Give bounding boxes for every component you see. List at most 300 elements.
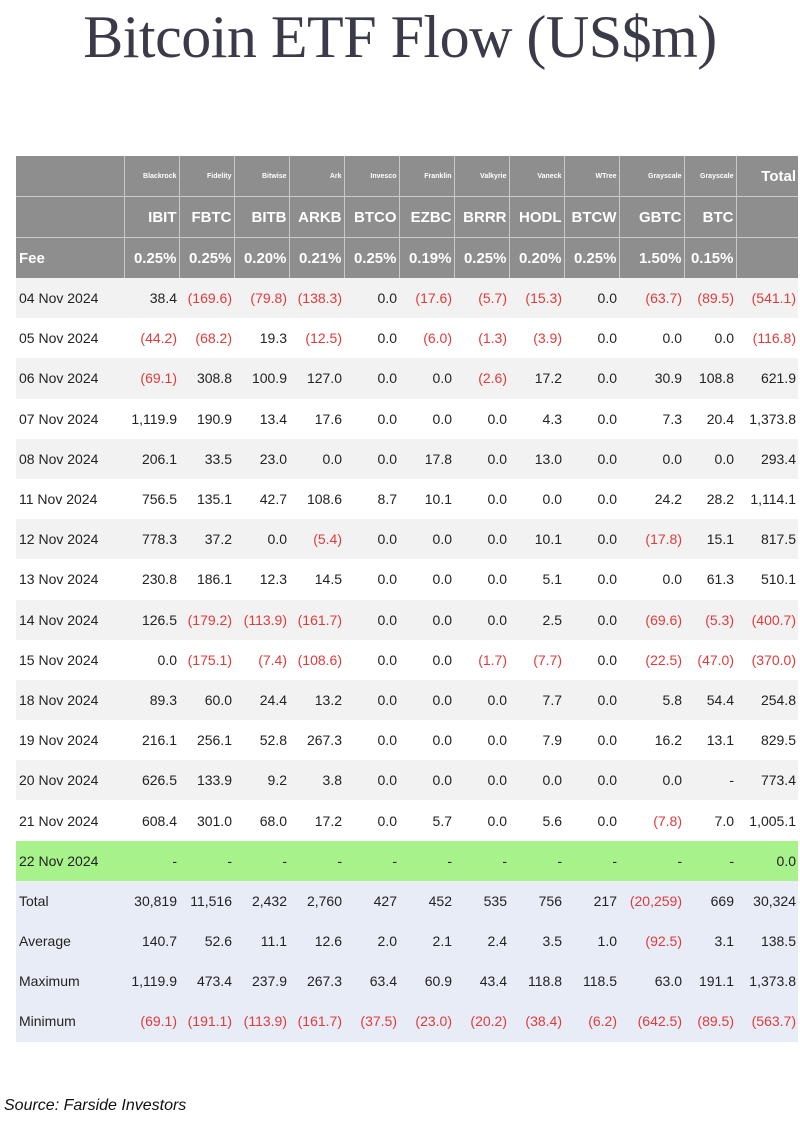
summary-value-cell: 12.6 bbox=[289, 921, 344, 961]
issuer-header-row bbox=[16, 156, 798, 197]
ticker-cell: BRRR bbox=[454, 197, 509, 238]
flow-value-cell: - bbox=[179, 841, 234, 881]
flow-value-cell: 0.0 bbox=[344, 358, 399, 398]
summary-value-cell: (38.4) bbox=[509, 1001, 564, 1041]
ticker-header-row bbox=[16, 197, 798, 238]
flow-value-cell: (169.6) bbox=[179, 278, 234, 318]
flow-value-cell: (116.8) bbox=[736, 318, 798, 358]
flow-value-cell: 1,119.9 bbox=[124, 399, 179, 439]
flow-value-cell: (113.9) bbox=[234, 600, 289, 640]
date-cell: 15 Nov 2024 bbox=[16, 640, 124, 680]
date-cell: 19 Nov 2024 bbox=[16, 720, 124, 760]
summary-value-cell: 3.5 bbox=[509, 921, 564, 961]
flow-value-cell: 126.5 bbox=[124, 600, 179, 640]
flow-value-cell: 15.1 bbox=[684, 519, 736, 559]
issuer-cell: Vaneck bbox=[509, 156, 564, 197]
flow-value-cell: 0.0 bbox=[509, 760, 564, 800]
flow-value-cell: 267.3 bbox=[289, 720, 344, 760]
flow-value-cell: 0.0 bbox=[619, 439, 684, 479]
flow-value-cell: (69.1) bbox=[124, 358, 179, 398]
flow-value-cell: (5.7) bbox=[454, 278, 509, 318]
flow-value-cell: 0.0 bbox=[564, 278, 619, 318]
fee-cell: 0.21% bbox=[289, 238, 344, 279]
flow-value-cell: 10.1 bbox=[509, 519, 564, 559]
flow-value-cell: 0.0 bbox=[509, 479, 564, 519]
flow-value-cell: 13.2 bbox=[289, 680, 344, 720]
summary-value-cell: 30,324 bbox=[736, 881, 798, 921]
table-body bbox=[16, 278, 798, 1042]
flow-value-cell: 0.0 bbox=[344, 800, 399, 840]
table-row-highlighted bbox=[16, 841, 798, 881]
table-row bbox=[16, 439, 798, 479]
flow-value-cell: 190.9 bbox=[179, 399, 234, 439]
flow-value-cell: (6.0) bbox=[399, 318, 454, 358]
summary-value-cell: 52.6 bbox=[179, 921, 234, 961]
summary-value-cell: 63.0 bbox=[619, 961, 684, 1001]
header-corner bbox=[16, 156, 124, 197]
issuer-cell: Franklin bbox=[399, 156, 454, 197]
flow-value-cell: 254.8 bbox=[736, 680, 798, 720]
flow-value-cell: 133.9 bbox=[179, 760, 234, 800]
issuer-cell: Ark bbox=[289, 156, 344, 197]
flow-value-cell: 0.0 bbox=[684, 318, 736, 358]
ticker-cell: BITB bbox=[234, 197, 289, 238]
flow-value-cell: 0.0 bbox=[399, 559, 454, 599]
summary-value-cell: 1.0 bbox=[564, 921, 619, 961]
flow-value-cell: - bbox=[289, 841, 344, 881]
summary-value-cell: 11.1 bbox=[234, 921, 289, 961]
flow-value-cell: (400.7) bbox=[736, 600, 798, 640]
table-row bbox=[16, 519, 798, 559]
flow-value-cell: 0.0 bbox=[454, 720, 509, 760]
flow-value-cell: 0.0 bbox=[454, 800, 509, 840]
flow-value-cell: 0.0 bbox=[454, 559, 509, 599]
flow-value-cell: 206.1 bbox=[124, 439, 179, 479]
flow-value-cell: - bbox=[454, 841, 509, 881]
flow-value-cell: 7.3 bbox=[619, 399, 684, 439]
fee-cell: 0.19% bbox=[399, 238, 454, 279]
summary-value-cell: (113.9) bbox=[234, 1001, 289, 1041]
flow-value-cell: - bbox=[684, 760, 736, 800]
flow-value-cell: 0.0 bbox=[399, 399, 454, 439]
summary-value-cell: (92.5) bbox=[619, 921, 684, 961]
flow-value-cell: - bbox=[124, 841, 179, 881]
flow-value-cell: 293.4 bbox=[736, 439, 798, 479]
date-cell: 21 Nov 2024 bbox=[16, 800, 124, 840]
flow-value-cell: 756.5 bbox=[124, 479, 179, 519]
flow-value-cell: 33.5 bbox=[179, 439, 234, 479]
flow-value-cell: 24.2 bbox=[619, 479, 684, 519]
date-cell: 13 Nov 2024 bbox=[16, 559, 124, 599]
flow-value-cell: 13.4 bbox=[234, 399, 289, 439]
fee-cell: 0.25% bbox=[124, 238, 179, 279]
total-column-header: Total bbox=[736, 156, 798, 197]
flow-value-cell: 13.0 bbox=[509, 439, 564, 479]
flow-value-cell: (5.3) bbox=[684, 600, 736, 640]
flow-value-cell: 0.0 bbox=[454, 439, 509, 479]
flow-value-cell: 28.2 bbox=[684, 479, 736, 519]
summary-value-cell: 118.5 bbox=[564, 961, 619, 1001]
summary-value-cell: (20,259) bbox=[619, 881, 684, 921]
summary-value-cell: 1,119.9 bbox=[124, 961, 179, 1001]
page-title: Bitcoin ETF Flow (US$m) bbox=[83, 4, 717, 70]
flow-value-cell: - bbox=[619, 841, 684, 881]
flow-value-cell: 216.1 bbox=[124, 720, 179, 760]
summary-value-cell: 30,819 bbox=[124, 881, 179, 921]
issuer-cell: Valkyrie bbox=[454, 156, 509, 197]
flow-value-cell: 0.0 bbox=[564, 479, 619, 519]
flow-value-cell: 0.0 bbox=[564, 318, 619, 358]
summary-value-cell: (6.2) bbox=[564, 1001, 619, 1041]
flow-value-cell: 0.0 bbox=[399, 680, 454, 720]
flow-value-cell: 23.0 bbox=[234, 439, 289, 479]
flow-value-cell: (15.3) bbox=[509, 278, 564, 318]
flow-value-cell: (89.5) bbox=[684, 278, 736, 318]
flow-value-cell: (5.4) bbox=[289, 519, 344, 559]
fee-cell: 0.15% bbox=[684, 238, 736, 279]
summary-value-cell: 191.1 bbox=[684, 961, 736, 1001]
flow-value-cell: (17.6) bbox=[399, 278, 454, 318]
flow-value-cell: 1,373.8 bbox=[736, 399, 798, 439]
flow-value-cell: 0.0 bbox=[619, 559, 684, 599]
summary-value-cell: 473.4 bbox=[179, 961, 234, 1001]
summary-value-cell: (69.1) bbox=[124, 1001, 179, 1041]
flow-value-cell: 7.7 bbox=[509, 680, 564, 720]
flow-value-cell: 14.5 bbox=[289, 559, 344, 599]
flow-value-cell: 0.0 bbox=[344, 720, 399, 760]
flow-value-cell: (175.1) bbox=[179, 640, 234, 680]
flow-value-cell: 1,005.1 bbox=[736, 800, 798, 840]
fee-cell: 0.20% bbox=[234, 238, 289, 279]
issuer-cell: Grayscale bbox=[684, 156, 736, 197]
flow-value-cell: 0.0 bbox=[344, 399, 399, 439]
date-cell: 20 Nov 2024 bbox=[16, 760, 124, 800]
flow-value-cell: (138.3) bbox=[289, 278, 344, 318]
summary-value-cell: 43.4 bbox=[454, 961, 509, 1001]
table-row bbox=[16, 358, 798, 398]
summary-value-cell: 138.5 bbox=[736, 921, 798, 961]
summary-value-cell: 2.1 bbox=[399, 921, 454, 961]
flow-value-cell: 0.0 bbox=[344, 640, 399, 680]
summary-value-cell: 118.8 bbox=[509, 961, 564, 1001]
table-row bbox=[16, 720, 798, 760]
flow-value-cell: 17.8 bbox=[399, 439, 454, 479]
flow-value-cell: 108.8 bbox=[684, 358, 736, 398]
ticker-cell: BTCW bbox=[564, 197, 619, 238]
flow-value-cell: 3.8 bbox=[289, 760, 344, 800]
summary-value-cell: (161.7) bbox=[289, 1001, 344, 1041]
flow-value-cell: 108.6 bbox=[289, 479, 344, 519]
flow-value-cell: 54.4 bbox=[684, 680, 736, 720]
flow-value-cell: 608.4 bbox=[124, 800, 179, 840]
summary-value-cell: 217 bbox=[564, 881, 619, 921]
flow-value-cell: 0.0 bbox=[344, 318, 399, 358]
summary-value-cell: 669 bbox=[684, 881, 736, 921]
flow-value-cell: (47.0) bbox=[684, 640, 736, 680]
flow-value-cell: 0.0 bbox=[454, 680, 509, 720]
flow-value-cell: (22.5) bbox=[619, 640, 684, 680]
flow-value-cell: - bbox=[684, 841, 736, 881]
flow-value-cell: (12.5) bbox=[289, 318, 344, 358]
ticker-cell: FBTC bbox=[179, 197, 234, 238]
flow-value-cell: 7.9 bbox=[509, 720, 564, 760]
summary-label: Minimum bbox=[16, 1001, 124, 1041]
flow-value-cell: 817.5 bbox=[736, 519, 798, 559]
header-blank bbox=[736, 238, 798, 279]
flow-value-cell: 5.8 bbox=[619, 680, 684, 720]
flow-value-cell: (179.2) bbox=[179, 600, 234, 640]
table-row bbox=[16, 278, 798, 318]
flow-value-cell: 0.0 bbox=[399, 519, 454, 559]
summary-value-cell: 267.3 bbox=[289, 961, 344, 1001]
summary-value-cell: 60.9 bbox=[399, 961, 454, 1001]
table-row bbox=[16, 318, 798, 358]
fee-cell: 0.25% bbox=[344, 238, 399, 279]
fee-label: Fee bbox=[16, 238, 124, 279]
summary-value-cell: 452 bbox=[399, 881, 454, 921]
issuer-cell: WTree bbox=[564, 156, 619, 197]
table-row bbox=[16, 800, 798, 840]
flow-value-cell: 0.0 bbox=[344, 760, 399, 800]
flow-value-cell: 17.2 bbox=[289, 800, 344, 840]
flow-value-cell: 89.3 bbox=[124, 680, 179, 720]
table-row bbox=[16, 600, 798, 640]
flow-value-cell: 1,114.1 bbox=[736, 479, 798, 519]
date-cell: 18 Nov 2024 bbox=[16, 680, 124, 720]
flow-value-cell: 24.4 bbox=[234, 680, 289, 720]
summary-value-cell: (37.5) bbox=[344, 1001, 399, 1041]
summary-value-cell: 535 bbox=[454, 881, 509, 921]
flow-value-cell: (7.8) bbox=[619, 800, 684, 840]
flow-value-cell: (108.6) bbox=[289, 640, 344, 680]
ticker-cell: IBIT bbox=[124, 197, 179, 238]
flow-value-cell: 0.0 bbox=[344, 559, 399, 599]
date-cell: 07 Nov 2024 bbox=[16, 399, 124, 439]
summary-value-cell: 1,373.8 bbox=[736, 961, 798, 1001]
flow-value-cell: 0.0 bbox=[344, 680, 399, 720]
summary-value-cell: (20.2) bbox=[454, 1001, 509, 1041]
date-cell: 04 Nov 2024 bbox=[16, 278, 124, 318]
flow-value-cell: 5.6 bbox=[509, 800, 564, 840]
flow-value-cell: 5.7 bbox=[399, 800, 454, 840]
flow-value-cell: 0.0 bbox=[344, 439, 399, 479]
flow-value-cell: 20.4 bbox=[684, 399, 736, 439]
flow-value-cell: 0.0 bbox=[399, 640, 454, 680]
flow-value-cell: 60.0 bbox=[179, 680, 234, 720]
table-header bbox=[16, 156, 798, 278]
date-cell: 05 Nov 2024 bbox=[16, 318, 124, 358]
fee-header-row bbox=[16, 238, 798, 279]
flow-value-cell: 0.0 bbox=[234, 519, 289, 559]
flow-value-cell: 0.0 bbox=[564, 720, 619, 760]
summary-value-cell: (563.7) bbox=[736, 1001, 798, 1041]
fee-cell: 1.50% bbox=[619, 238, 684, 279]
flow-value-cell: 0.0 bbox=[564, 680, 619, 720]
flow-value-cell: 0.0 bbox=[454, 399, 509, 439]
flow-value-cell: - bbox=[509, 841, 564, 881]
flow-value-cell: 52.8 bbox=[234, 720, 289, 760]
ticker-cell: ARKB bbox=[289, 197, 344, 238]
flow-value-cell: 5.1 bbox=[509, 559, 564, 599]
flow-value-cell: 0.0 bbox=[344, 600, 399, 640]
issuer-cell: Fidelity bbox=[179, 156, 234, 197]
flow-value-cell: 17.2 bbox=[509, 358, 564, 398]
flow-value-cell: 186.1 bbox=[179, 559, 234, 599]
flow-value-cell: (3.9) bbox=[509, 318, 564, 358]
flow-value-cell: 0.0 bbox=[124, 640, 179, 680]
flow-value-cell: 127.0 bbox=[289, 358, 344, 398]
flow-value-cell: (370.0) bbox=[736, 640, 798, 680]
flow-value-cell: 0.0 bbox=[454, 479, 509, 519]
flow-value-cell: 12.3 bbox=[234, 559, 289, 599]
flow-value-cell: 0.0 bbox=[344, 519, 399, 559]
summary-label: Total bbox=[16, 881, 124, 921]
ticker-cell: EZBC bbox=[399, 197, 454, 238]
table-row bbox=[16, 559, 798, 599]
flow-value-cell: 621.9 bbox=[736, 358, 798, 398]
flow-value-cell: (161.7) bbox=[289, 600, 344, 640]
flow-value-cell: 19.3 bbox=[234, 318, 289, 358]
flow-value-cell: (69.6) bbox=[619, 600, 684, 640]
summary-value-cell: (642.5) bbox=[619, 1001, 684, 1041]
summary-value-cell: 427 bbox=[344, 881, 399, 921]
fee-cell: 0.25% bbox=[564, 238, 619, 279]
flow-value-cell: 230.8 bbox=[124, 559, 179, 599]
issuer-cell: Bitwise bbox=[234, 156, 289, 197]
flow-value-cell: 10.1 bbox=[399, 479, 454, 519]
flow-value-cell: 0.0 bbox=[564, 358, 619, 398]
summary-row bbox=[16, 961, 798, 1001]
flow-value-cell: 0.0 bbox=[564, 600, 619, 640]
flow-value-cell: 0.0 bbox=[454, 600, 509, 640]
flow-value-cell: (68.2) bbox=[179, 318, 234, 358]
flow-value-cell: 135.1 bbox=[179, 479, 234, 519]
flow-value-cell: 301.0 bbox=[179, 800, 234, 840]
summary-row bbox=[16, 921, 798, 961]
flow-value-cell: 8.7 bbox=[344, 479, 399, 519]
flow-value-cell: 0.0 bbox=[736, 841, 798, 881]
date-cell: 06 Nov 2024 bbox=[16, 358, 124, 398]
flow-value-cell: 13.1 bbox=[684, 720, 736, 760]
flow-value-cell: 16.2 bbox=[619, 720, 684, 760]
flow-value-cell: 0.0 bbox=[564, 399, 619, 439]
flow-value-cell: 0.0 bbox=[564, 640, 619, 680]
summary-value-cell: 63.4 bbox=[344, 961, 399, 1001]
date-cell: 08 Nov 2024 bbox=[16, 439, 124, 479]
flow-value-cell: 0.0 bbox=[564, 800, 619, 840]
table-row bbox=[16, 399, 798, 439]
flow-value-cell: 0.0 bbox=[344, 278, 399, 318]
flow-value-cell: 829.5 bbox=[736, 720, 798, 760]
flow-value-cell: 0.0 bbox=[684, 439, 736, 479]
flow-value-cell: 0.0 bbox=[564, 519, 619, 559]
flow-value-cell: 61.3 bbox=[684, 559, 736, 599]
flow-value-cell: 68.0 bbox=[234, 800, 289, 840]
flow-value-cell: 4.3 bbox=[509, 399, 564, 439]
summary-value-cell: (23.0) bbox=[399, 1001, 454, 1041]
fee-cell: 0.25% bbox=[454, 238, 509, 279]
ticker-cell: BTC bbox=[684, 197, 736, 238]
summary-value-cell: 140.7 bbox=[124, 921, 179, 961]
table-row bbox=[16, 680, 798, 720]
flow-value-cell: 0.0 bbox=[619, 760, 684, 800]
flow-value-cell: - bbox=[564, 841, 619, 881]
header-blank bbox=[16, 197, 124, 238]
flow-value-cell: 9.2 bbox=[234, 760, 289, 800]
flow-value-cell: 0.0 bbox=[454, 760, 509, 800]
summary-value-cell: 2,432 bbox=[234, 881, 289, 921]
etf-flow-table bbox=[16, 156, 798, 1042]
summary-value-cell: 2.0 bbox=[344, 921, 399, 961]
flow-value-cell: 0.0 bbox=[564, 439, 619, 479]
flow-value-cell: - bbox=[399, 841, 454, 881]
issuer-cell: Blackrock bbox=[124, 156, 179, 197]
flow-value-cell: 0.0 bbox=[289, 439, 344, 479]
flow-value-cell: 773.4 bbox=[736, 760, 798, 800]
flow-value-cell: 7.0 bbox=[684, 800, 736, 840]
summary-value-cell: 2.4 bbox=[454, 921, 509, 961]
date-cell: 12 Nov 2024 bbox=[16, 519, 124, 559]
summary-value-cell: (191.1) bbox=[179, 1001, 234, 1041]
flow-value-cell: - bbox=[234, 841, 289, 881]
flow-value-cell: 0.0 bbox=[564, 559, 619, 599]
flow-value-cell: 100.9 bbox=[234, 358, 289, 398]
flow-value-cell: 0.0 bbox=[619, 318, 684, 358]
ticker-cell: BTCO bbox=[344, 197, 399, 238]
issuer-cell: Invesco bbox=[344, 156, 399, 197]
summary-value-cell: (89.5) bbox=[684, 1001, 736, 1041]
flow-value-cell: 30.9 bbox=[619, 358, 684, 398]
table-row bbox=[16, 640, 798, 680]
ticker-cell: HODL bbox=[509, 197, 564, 238]
flow-value-cell: (44.2) bbox=[124, 318, 179, 358]
ticker-cell: GBTC bbox=[619, 197, 684, 238]
flow-value-cell: (7.4) bbox=[234, 640, 289, 680]
header-blank bbox=[736, 197, 798, 238]
summary-row bbox=[16, 1001, 798, 1041]
date-cell: 22 Nov 2024 bbox=[16, 841, 124, 881]
flow-value-cell: (541.1) bbox=[736, 278, 798, 318]
summary-value-cell: 237.9 bbox=[234, 961, 289, 1001]
flow-value-cell: 0.0 bbox=[399, 760, 454, 800]
flow-value-cell: (79.8) bbox=[234, 278, 289, 318]
flow-value-cell: (2.6) bbox=[454, 358, 509, 398]
fee-cell: 0.20% bbox=[509, 238, 564, 279]
flow-value-cell: (63.7) bbox=[619, 278, 684, 318]
flow-value-cell: 17.6 bbox=[289, 399, 344, 439]
flow-value-cell: 256.1 bbox=[179, 720, 234, 760]
summary-label: Maximum bbox=[16, 961, 124, 1001]
flow-value-cell: (1.7) bbox=[454, 640, 509, 680]
summary-value-cell: 2,760 bbox=[289, 881, 344, 921]
flow-value-cell: 0.0 bbox=[454, 519, 509, 559]
flow-value-cell: 37.2 bbox=[179, 519, 234, 559]
flow-value-cell: (17.8) bbox=[619, 519, 684, 559]
flow-value-cell: 0.0 bbox=[564, 760, 619, 800]
flow-value-cell: (7.7) bbox=[509, 640, 564, 680]
summary-value-cell: 3.1 bbox=[684, 921, 736, 961]
flow-value-cell: - bbox=[344, 841, 399, 881]
table-row bbox=[16, 479, 798, 519]
flow-value-cell: 2.5 bbox=[509, 600, 564, 640]
summary-value-cell: 11,516 bbox=[179, 881, 234, 921]
summary-value-cell: 756 bbox=[509, 881, 564, 921]
flow-value-cell: 778.3 bbox=[124, 519, 179, 559]
date-cell: 11 Nov 2024 bbox=[16, 479, 124, 519]
flow-value-cell: 0.0 bbox=[399, 720, 454, 760]
flow-value-cell: 38.4 bbox=[124, 278, 179, 318]
flow-value-cell: 0.0 bbox=[399, 358, 454, 398]
